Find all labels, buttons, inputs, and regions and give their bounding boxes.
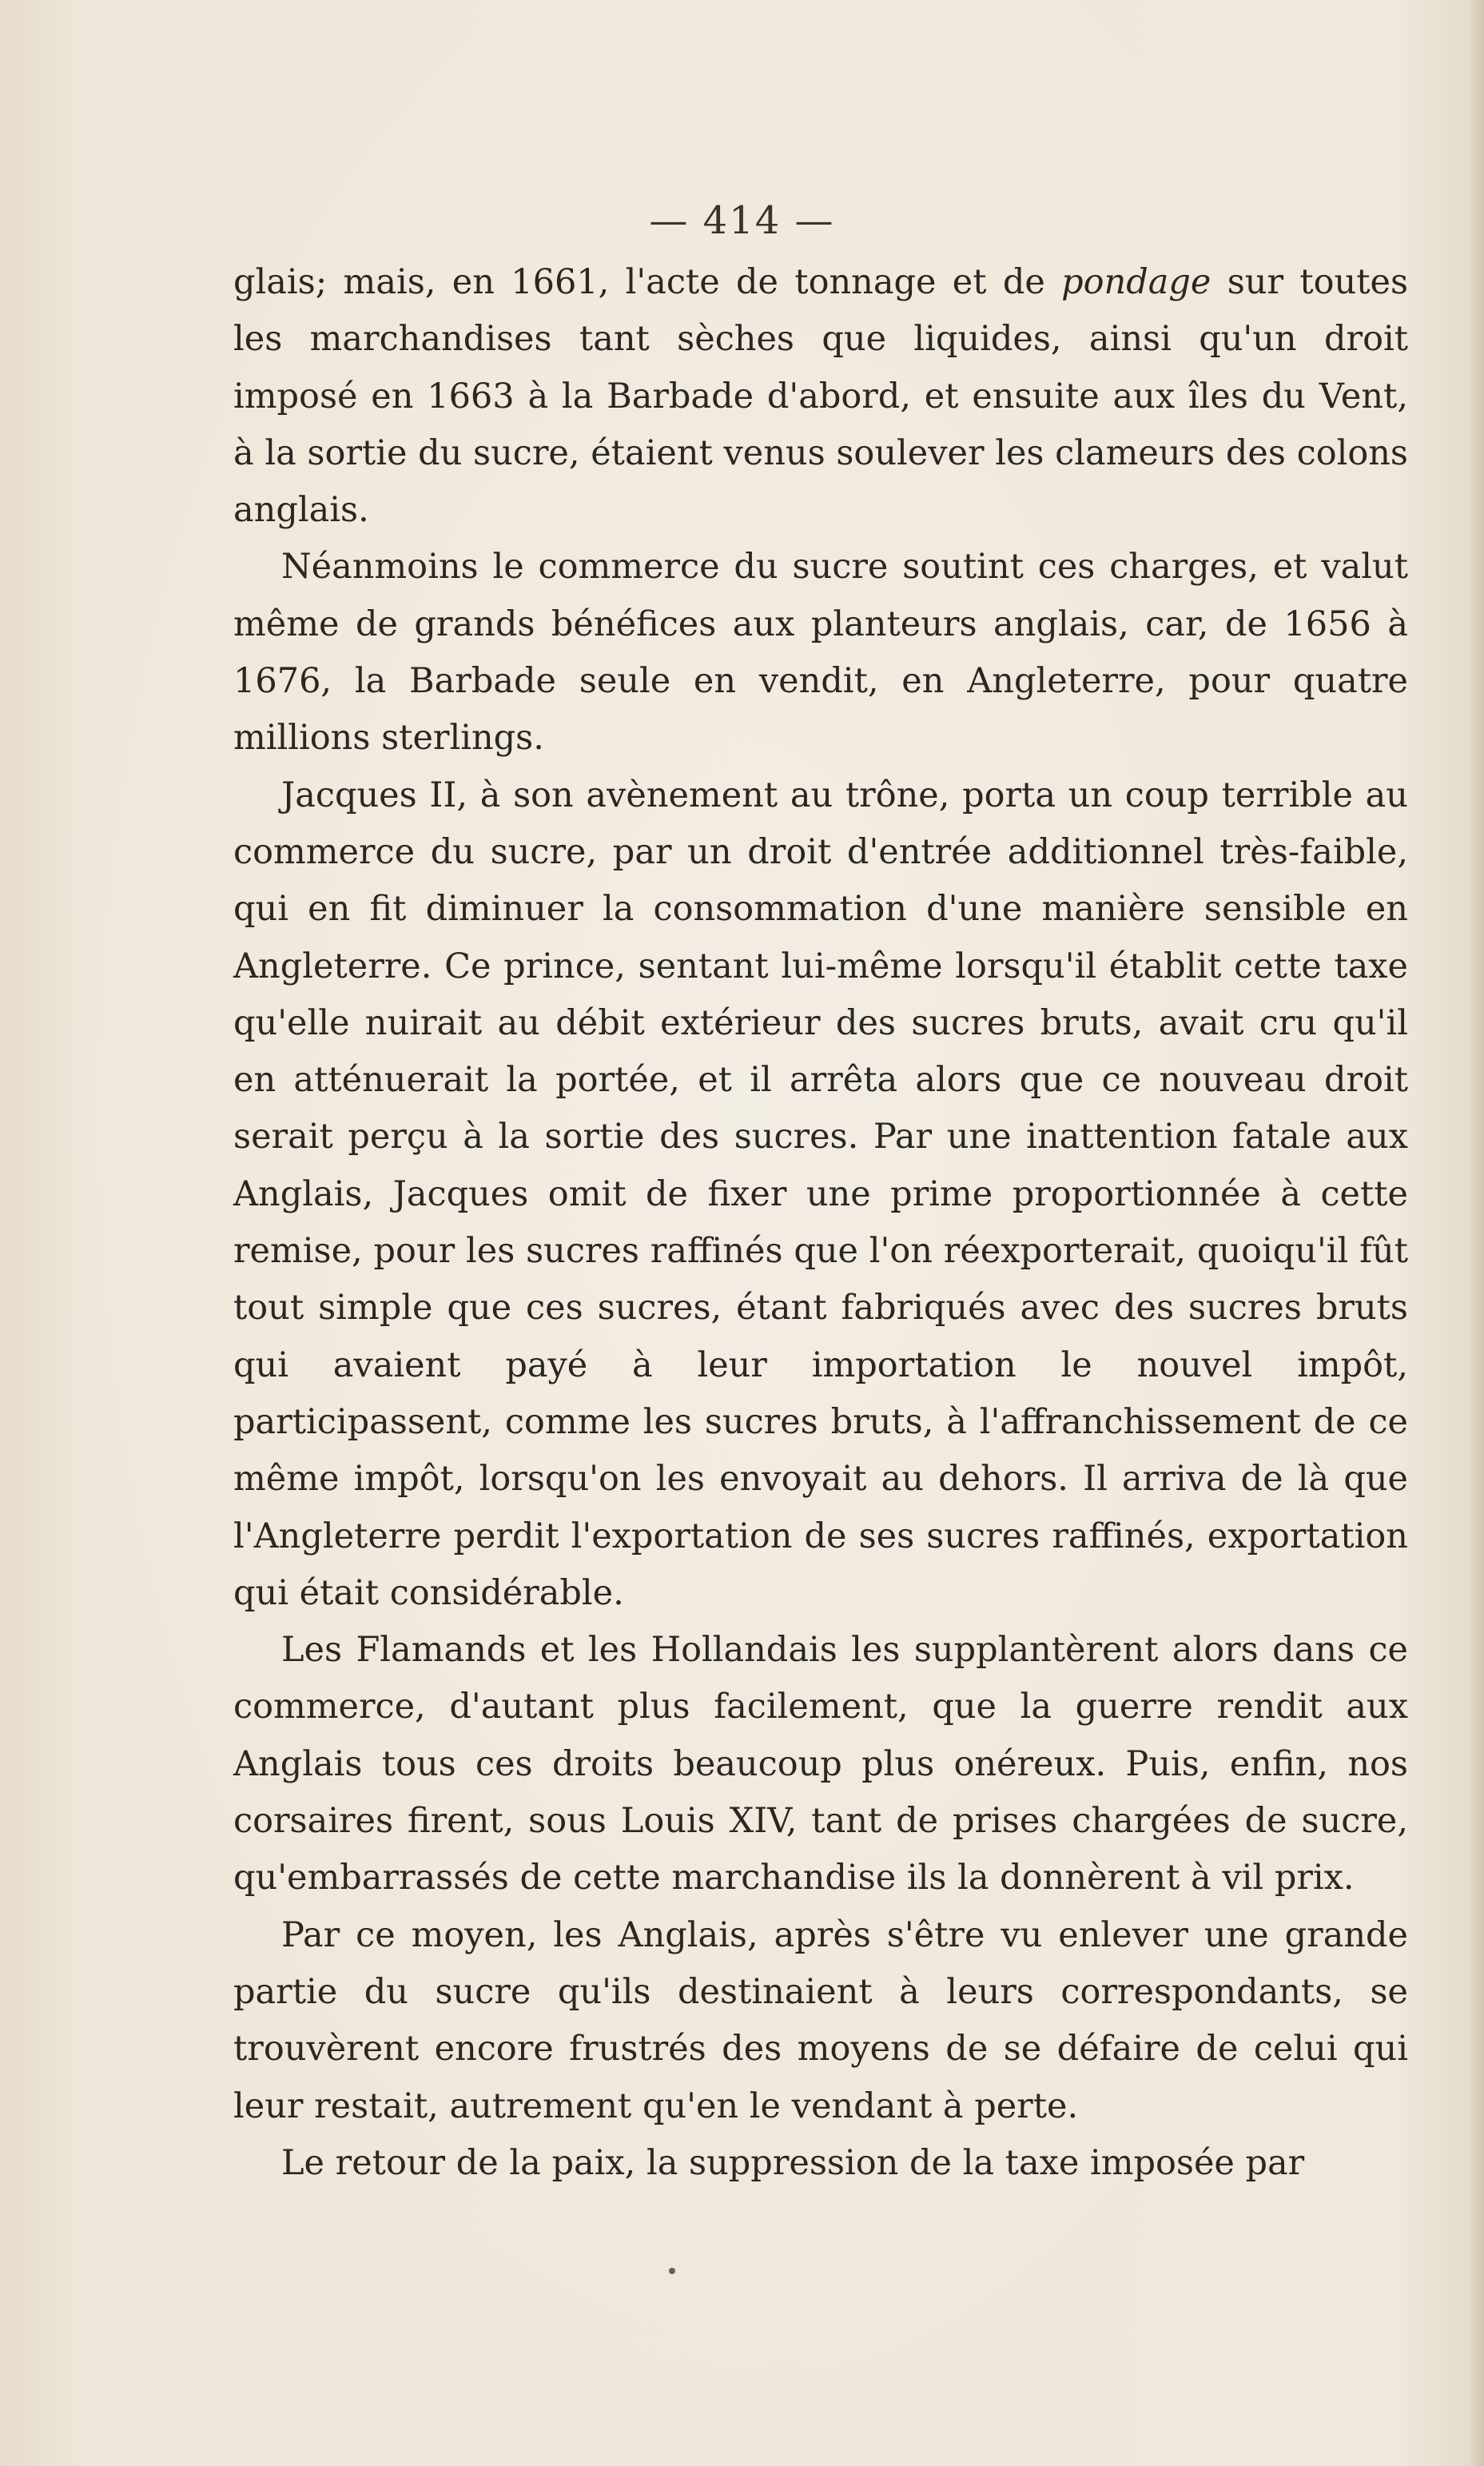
italic-term: pondage bbox=[1061, 262, 1211, 302]
paragraph: Le retour de la paix, la suppression de la taxe imposée par bbox=[281, 2142, 1305, 2183]
paragraph-text: glais; mais, en 1661, l'acte de tonnage et de bbox=[233, 262, 1062, 302]
page-number-header: — 414 — bbox=[649, 198, 835, 243]
page-gutter-shadow bbox=[1468, 0, 1484, 2466]
paragraph: Néanmoins le commerce du sucre soutint ces charges, et valut même de grands bénéfices aux planteurs anglais, car, de 1656 à 1676, la Barbade seule en vendit, en Angleterre, pour quatre millions sterlings. bbox=[233, 547, 1408, 759]
paragraph: Les Flamands et les Hollandais les supplantèrent alors dans ce commerce, d'autant plus facilement, que la guerre rendit aux Anglais tous ces droits beaucoup plus onéreux. Puis, enfin, nos corsaires firent, sous Louis XIV, tant de prises chargées de sucre, qu'embarrassés de cette marchandise ils la donnèrent à vil prix. bbox=[233, 1630, 1408, 1898]
paragraph-continued bbox=[233, 254, 1408, 539]
paragraph: Jacques II, à son avènement au trône, porta un coup terrible au commerce du sucre, par un droit d'entrée additionnel très-faible, qui en fit diminuer la consommation d'une manière sensible en Angleterre. Ce prince, sentant lui-même lorsqu'il établit cette taxe qu'elle nuirait au débit extérieur des sucres bruts, avait cru qu'il en atténuerait la portée, et il arrêta alors que ce nouveau droit serait perçu à la sortie des sucres. Par une inattention fatale aux Anglais, Jacques omit de fixer une prime proportionnée à cette remise, pour les sucres raffinés que l'on réexporterait, quoiqu'il fût tout simple que ces sucres, étant fabriqués avec des sucres bruts qui avaient payé à leur importation le nouvel impôt, participassent, comme les sucres bruts, à l'affranchissement de ce même impôt, lorsqu'on les envoyait au dehors. Il arriva de là que l'Angleterre perdit l'exportation de ses sucres raffinés, exportation qui était considérable. bbox=[233, 775, 1408, 1613]
paragraph: Par ce moyen, les Anglais, après s'être vu enlever une grande partie du sucre qu'ils destinaient à leurs correspondants, se trouvèrent encore frustrés des moyens de se défaire de celui qui leur restait, autrement qu'en le vendant à perte. bbox=[233, 1914, 1408, 2126]
body-text bbox=[233, 254, 1408, 2192]
ink-speck bbox=[669, 2268, 675, 2274]
paragraph-text: sur toutes les marchandises tant sèches que liquides, ainsi qu'un droit imposé en 1663 à la Barbade d'abord, et ensuite aux îles du Vent, à la sortie du sucre, étaient venus soulever les clameurs des colons anglais. bbox=[233, 262, 1409, 531]
